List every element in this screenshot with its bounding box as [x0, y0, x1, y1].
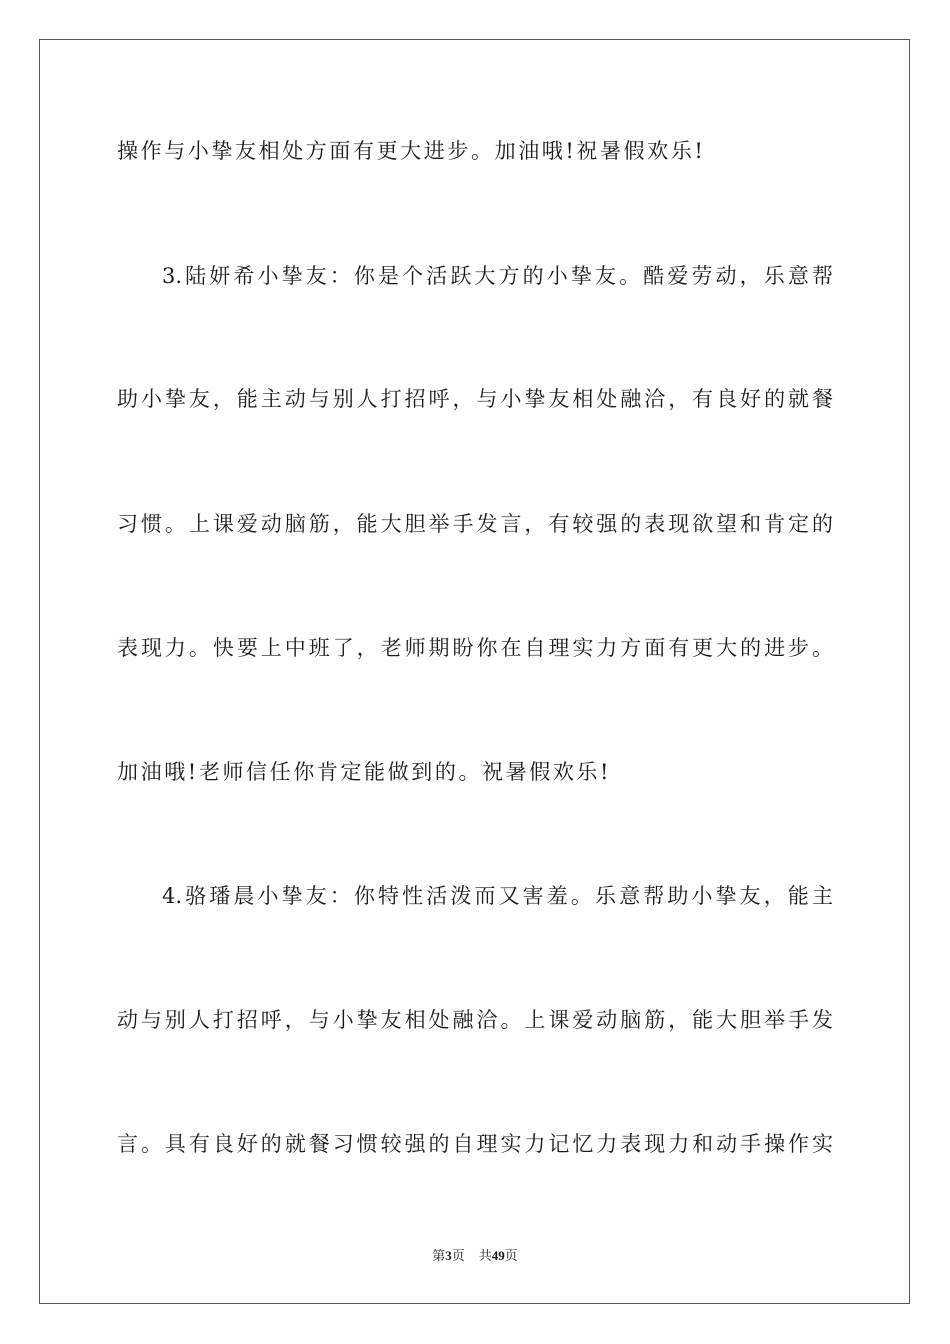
total-prefix: 共 [478, 1248, 492, 1263]
text-line: 助小挚友，能主动与别人打招呼，与小挚友相处融洽，有良好的就餐 [117, 387, 833, 411]
page-footer [0, 1247, 950, 1265]
text-line: 言。具有良好的就餐习惯较强的自理实力记忆力表现力和动手操作实 [117, 1132, 833, 1156]
text-line: 加油哦!老师信任你肯定能做到的。祝暑假欢乐! [117, 760, 612, 784]
text-line-paragraph-start: 3.陆妍希小挚友：你是个活跃大方的小挚友。酷爱劳动，乐意帮 [162, 264, 833, 288]
total-suffix: 页 [504, 1248, 518, 1263]
page-suffix: 页 [451, 1248, 465, 1263]
text-line: 动与别人打招呼，与小挚友相处融洽。上课爱动脑筋，能大胆举手发 [117, 1008, 833, 1032]
page-frame [39, 39, 910, 1304]
page-prefix: 第 [432, 1248, 446, 1263]
text-line-paragraph-start: 4.骆璠晨小挚友：你特性活泼而又害羞。乐意帮助小挚友，能主 [162, 884, 833, 908]
page-number: 3 [445, 1248, 452, 1263]
text-line: 操作与小挚友相处方面有更大进步。加油哦!祝暑假欢乐! [117, 139, 706, 163]
text-line: 表现力。快要上中班了，老师期盼你在自理实力方面有更大的进步。 [117, 636, 833, 660]
text-line: 习惯。上课爱动脑筋，能大胆举手发言，有较强的表现欲望和肯定的 [117, 512, 833, 536]
total-pages: 49 [491, 1248, 505, 1263]
